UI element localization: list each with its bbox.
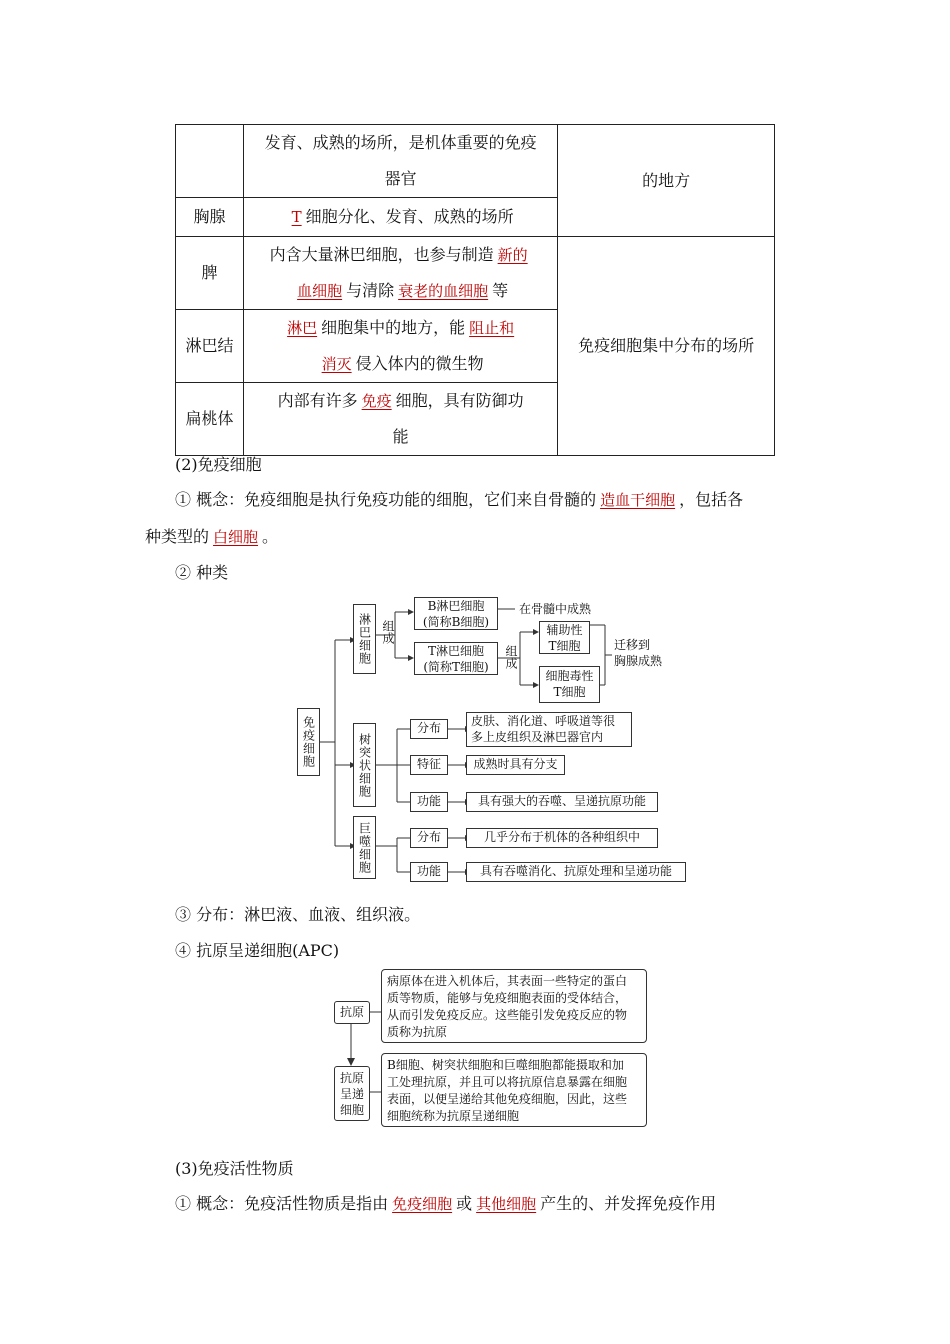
distribution-text-box [466,712,632,747]
cytotoxic-t-name2: T细胞 [553,685,586,699]
b-cell-name: B淋巴细胞 [427,599,485,613]
helper-t-name: 辅助性 [546,623,583,637]
apc-line: B细胞、树突状细胞和巨噬细胞都能摄取和加 [387,1058,624,1072]
answer-blank: 血细胞 [297,282,343,300]
distribution-text-box: 几乎分布于机体的各种组织中 [466,828,658,848]
distribution-paragraph: ③ 分布：淋巴液、血液、组织液。 [175,905,421,924]
answer-blank: 淋巴 [287,319,318,337]
apc-box [334,1066,370,1121]
t-note-line: 迁移到 [614,638,651,652]
organ-cell: 扁桃体 [176,383,244,456]
cytotoxic-t-cell-box [539,666,600,703]
desc-text: 与清除 [346,281,395,300]
concept-paragraph [175,1193,716,1215]
answer-blank: 阻止和 [469,319,515,337]
b-cell-box [414,597,498,630]
desc-text: 器官 [384,169,417,188]
apc-description-box [381,1053,647,1127]
concept-text: 。 [262,527,279,546]
types-heading: ② 种类 [175,563,229,582]
t-cell-note [614,637,662,669]
concept-text: 或 [456,1194,473,1213]
section-heading: (2)免疫细胞 [175,455,262,474]
composition-label: 组成 [504,645,518,669]
b-cell-note: 在骨髓中成熟 [519,602,592,616]
antigen-line: 质等物质，能够与免疫细胞表面的受体结合， [387,991,628,1005]
organ-cell: 脾 [176,237,244,310]
t-cell-box [414,642,498,675]
antigen-description-box [381,969,647,1043]
answer-blank: 造血干细胞 [600,491,676,509]
desc-text: 细胞，具有防御功 [395,391,524,410]
b-cell-abbr: (简称B细胞) [422,615,490,629]
organ-cell: 淋巴结 [176,310,244,383]
function-label-box: 功能 [410,862,448,882]
apc-line: 工处理抗原，并且可以将抗原信息暴露在细胞 [387,1075,628,1089]
desc-text: 等 [492,281,509,300]
macrophage-box: 巨噬细胞 [353,816,376,879]
immune-cell-box: 免疫细胞 [297,708,320,776]
organ-cell: 胸腺 [176,198,244,237]
apc-line: 表面，以便呈递给其他免疫细胞，因此，这些 [387,1092,628,1106]
antigen-line: 从而引发免疫反应。这些能引发免疫反应的物 [387,1008,628,1022]
desc-text: 侵入体内的微生物 [355,354,484,373]
t-note-line: 胸腺成熟 [614,654,663,668]
desc-text: 细胞分化、发育、成熟的场所 [305,207,514,226]
feature-label-box: 特征 [410,755,448,775]
answer-blank: 衰老的血细胞 [398,282,489,300]
function-label-box: 功能 [410,792,448,812]
concept-text: ① 概念：免疫活性物质是指由 [175,1194,389,1213]
answer-blank: 消灭 [321,355,352,373]
desc-text: 内部有许多 [277,391,358,410]
section-heading: (3)免疫活性物质 [175,1159,294,1178]
dendritic-cell-box: 树突状细胞 [353,723,376,807]
answer-blank: 免疫细胞 [392,1195,453,1213]
answer-blank: 新的 [497,246,528,264]
apc-heading: ④ 抗原呈递细胞(APC) [175,941,340,960]
cytotoxic-t-name: 细胞毒性 [545,669,594,683]
antigen-line: 质称为抗原 [387,1025,448,1039]
concept-text: ，包括各 [679,490,744,509]
helper-t-name2: T细胞 [548,639,581,653]
function-cell: 的地方 [558,125,775,237]
desc-text: 内含大量淋巴细胞，也参与制造 [269,245,494,264]
concept-text: 产生的、并发挥免疫作用 [540,1194,717,1213]
antigen-line: 病原体在进入机体后，其表面一些特定的蛋白 [387,974,628,988]
t-cell-abbr: (简称T细胞) [423,660,489,674]
answer-blank: 其他细胞 [476,1195,537,1213]
lymphocyte-box: 淋巴细胞 [353,604,376,674]
function-cell: 免疫细胞集中分布的场所 [558,237,775,456]
desc-text: 细胞集中的地方，能 [321,318,466,337]
feature-text-box: 成熟时具有分支 [466,755,565,775]
t-cell-name: T淋巴细胞 [427,644,484,658]
concept-text: 种类型的 [145,527,210,546]
apc-label: 抗原呈递细胞 [339,1071,364,1117]
antigen-box: 抗原 [334,1001,370,1024]
composition-label: 组成 [381,620,395,644]
distribution-line: 皮肤、消化道、呼吸道等很 [471,714,616,728]
apc-line: 细胞统称为抗原呈递细胞 [387,1109,520,1123]
distribution-label-box: 分布 [410,719,448,739]
distribution-label-box: 分布 [410,828,448,848]
function-text-box: 具有强大的吞噬、呈递抗原功能 [466,792,658,812]
desc-text: 发育、成熟的场所，是机体重要的免疫 [264,133,537,152]
answer-blank: T [291,208,302,226]
answer-blank: 免疫 [361,392,392,410]
function-text-box: 具有吞噬消化、抗原处理和呈递功能 [466,862,686,882]
desc-text: 能 [392,427,409,446]
answer-blank: 白细胞 [213,528,259,546]
helper-t-cell-box [539,621,590,654]
concept-text: ① 概念：免疫细胞是执行免疫功能的细胞，它们来自骨髓的 [175,490,597,509]
distribution-line: 多上皮组织及淋巴器官内 [471,730,604,744]
